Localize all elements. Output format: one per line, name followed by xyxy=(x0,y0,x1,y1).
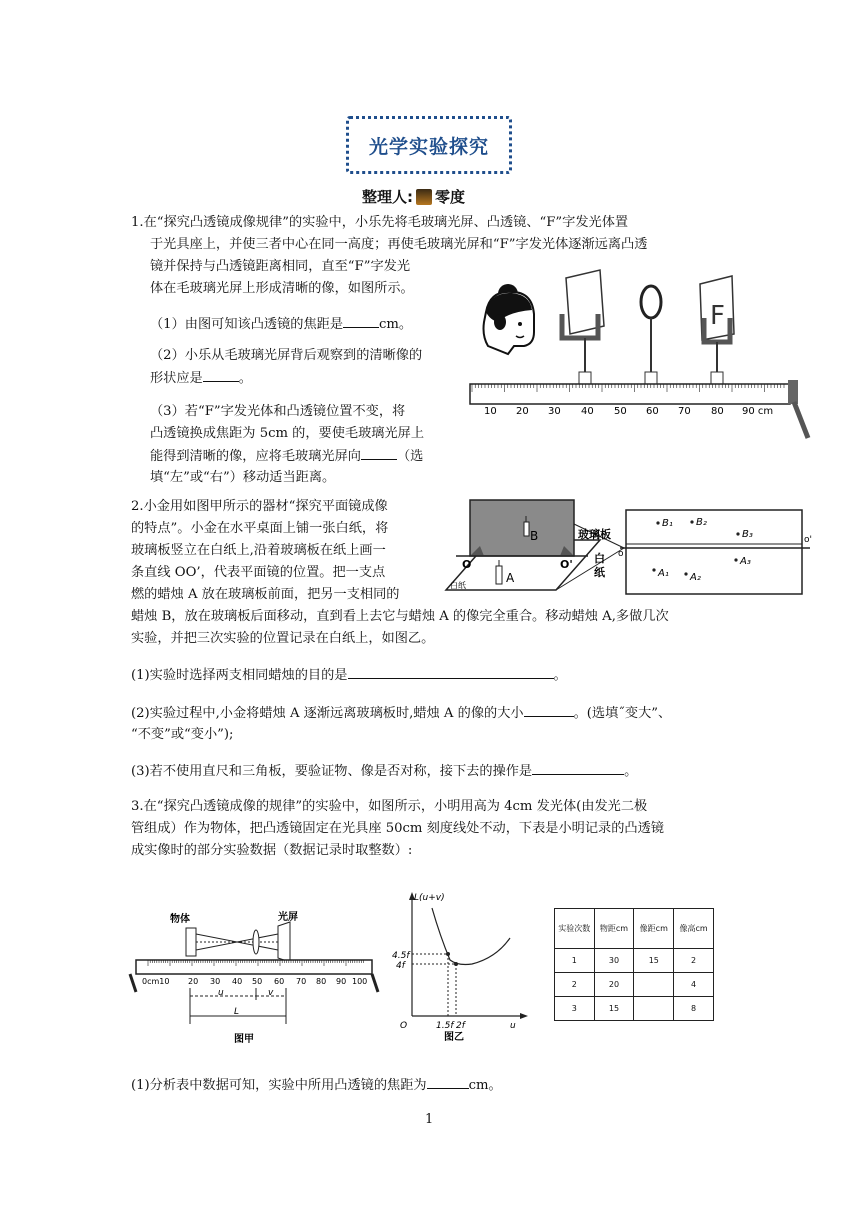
table-cell[interactable] xyxy=(634,973,674,997)
table-header: 像高cm xyxy=(674,909,714,949)
candle-a xyxy=(496,566,502,584)
l-label: L xyxy=(234,1007,240,1017)
ruler-label: 80 xyxy=(711,406,724,417)
answer-blank[interactable] xyxy=(348,664,554,679)
candle-a-label: A xyxy=(506,571,515,585)
tick-label: 20 xyxy=(188,977,199,986)
x-tick-label: 1.5f xyxy=(436,1021,454,1031)
q1-sub2b: 形状应是 。 xyxy=(150,367,252,390)
table-header: 物距cm xyxy=(594,909,634,949)
q2-sub3: (3)若不使用直尺和三角板，要验证物、像是否对称，接下去的操作是 。 xyxy=(131,760,637,783)
y-axis-label: L(u+v) xyxy=(414,893,445,903)
o-label: O xyxy=(462,558,472,571)
table-header: 像距cm xyxy=(634,909,674,949)
tick-label: 60 xyxy=(274,977,285,986)
table-cell: 8 xyxy=(674,997,714,1021)
ruler-label: 10 xyxy=(484,406,497,417)
ruler-label: 20 xyxy=(516,406,529,417)
figure-yi xyxy=(392,888,532,1042)
answer-blank[interactable] xyxy=(343,313,379,328)
answer-blank[interactable] xyxy=(532,760,624,775)
screen-label: 光屏 xyxy=(278,912,298,923)
q2-sub2: (2)实验过程中,小金将蜡烛 A 逐渐远离玻璃板时,蜡烛 A 的像的大小 。(选填˝变大”、 xyxy=(131,702,671,725)
table-row xyxy=(555,949,714,973)
q3-line3: 成实像时的部分实验数据（数据记录时取整数）: xyxy=(131,843,413,858)
q1-line4: 体在毛玻璃光屏上形成清晰的像，如图所示。 xyxy=(150,281,414,296)
tick-label: 90 xyxy=(336,977,347,986)
paper2-label: 纸 xyxy=(594,566,605,579)
table-cell: 4 xyxy=(674,973,714,997)
tick-label: 100 xyxy=(352,977,368,986)
white-label: 白 xyxy=(594,552,605,565)
tick-label: 80 xyxy=(316,977,327,986)
ruler-label: 60 xyxy=(646,406,659,417)
table-row xyxy=(555,973,714,997)
avatar-icon xyxy=(416,189,432,205)
q1-line3: 镜并保持与凸透镜距离相同，直至“F”字发光 xyxy=(150,259,411,274)
object-label: 物体 xyxy=(170,914,190,925)
tick-label: 50 xyxy=(252,977,263,986)
title-box xyxy=(346,116,512,174)
tick-label: 0cm10 xyxy=(142,977,170,986)
y-tick-label: 4f xyxy=(396,961,405,971)
q1-sub3c: 能得到清晰的像，应将毛玻璃光屏向 （选 xyxy=(150,445,423,468)
x-axis-label: u xyxy=(510,1021,516,1031)
b1-label: B₁ xyxy=(662,518,673,529)
q2-line7: 实验，并把三次实验的位置记录在白纸上，如图乙。 xyxy=(131,631,435,646)
tick-label: 70 xyxy=(296,977,307,986)
q3-line1: 3.在“探究凸透镜成像的规律”的实验中，如图所示，小明用高为 4cm 发光体(由发光二极 xyxy=(131,799,648,814)
table-cell: 20 xyxy=(594,973,634,997)
answer-blank[interactable] xyxy=(361,445,397,460)
author-name: 零度 xyxy=(435,188,466,206)
o-prime-label: O' xyxy=(560,558,573,571)
table-cell: 30 xyxy=(594,949,634,973)
table-header: 实验次数 xyxy=(555,909,595,949)
svg-text:F: F xyxy=(710,301,725,331)
q2-line2: 的特点”。小金在水平桌面上铺一张白纸，将 xyxy=(131,521,389,536)
author-label: 整理人: xyxy=(362,188,413,206)
q1-sub1: （1）由图可知该凸透镜的焦距是 cm。 xyxy=(150,313,412,336)
paper-label: 白纸 xyxy=(450,581,466,590)
glass-label: 玻璃板 xyxy=(578,528,611,541)
q1-line1: 1.在“探究凸透镜成像规律”的实验中，小乐先将毛玻璃光屏、凸透镜、“F”字发光体置 xyxy=(131,215,629,230)
table-cell: 2 xyxy=(555,973,595,997)
table-row xyxy=(555,997,714,1021)
tick-label: 30 xyxy=(210,977,221,986)
table-cell: 2 xyxy=(674,949,714,973)
origin-label: O xyxy=(400,1021,408,1031)
page-number: 1 xyxy=(425,1112,434,1127)
ruler-label: 40 xyxy=(581,406,594,417)
optical-bench-figure xyxy=(468,262,820,442)
o-small-label: o xyxy=(618,549,624,559)
v-label: v xyxy=(268,988,274,998)
answer-blank[interactable] xyxy=(203,367,239,382)
observer-head-icon xyxy=(484,284,535,354)
page-title: 光学实验探究 xyxy=(368,135,489,158)
figure-jia xyxy=(128,908,380,1048)
table-cell: 3 xyxy=(555,997,595,1021)
answer-blank[interactable] xyxy=(524,702,574,717)
ruler-label: 50 xyxy=(614,406,627,417)
q1-line2: 于光具座上，并使三者中心在同一高度；再使毛玻璃光屏和“F”字发光体逐渐远离凸透 xyxy=(150,237,648,252)
q1-sub3a: （3）若“F”字发光体和凸透镜位置不变，将 xyxy=(150,404,406,419)
convex-lens-icon xyxy=(641,286,661,384)
figure-caption: 图乙 xyxy=(444,1032,464,1042)
q2-sub1: (1)实验时选择两支相同蜡烛的目的是 。 xyxy=(131,664,567,687)
q2-line5: 燃的蜡烛 A 放在玻璃板前面，把另一支相同的 xyxy=(131,587,400,602)
b2-label: B₂ xyxy=(696,517,707,528)
plane-mirror-figure xyxy=(438,496,818,598)
a3-label: A₃ xyxy=(740,556,751,567)
answer-blank[interactable] xyxy=(427,1074,469,1089)
x-tick-label: 2f xyxy=(456,1021,465,1031)
q2-line4: 条直线 OO’，代表平面镜的位置。把一支点 xyxy=(131,565,386,580)
ruler-label: 30 xyxy=(548,406,561,417)
ruler-label: 90 cm xyxy=(742,406,774,417)
a2-label: A₂ xyxy=(690,572,701,583)
q2-line1: 2.小金用如图甲所示的器材“探究平面镜成像 xyxy=(131,499,388,514)
b3-label: B₃ xyxy=(742,529,753,540)
o-prime-small-label: o' xyxy=(804,535,812,545)
a1-label: A₁ xyxy=(658,568,669,579)
ruler-label: 70 xyxy=(678,406,691,417)
q2-line3: 玻璃板竖立在白纸上,沿着玻璃板在纸上画一 xyxy=(131,543,386,558)
q1-sub3b: 凸透镜换成焦距为 5cm 的，要使毛玻璃光屏上 xyxy=(150,426,425,441)
candle-b-label: B xyxy=(530,529,539,543)
q1-sub3d: 填“左”或“右”）移动适当距离。 xyxy=(150,470,336,485)
f-light-source-icon xyxy=(700,276,734,384)
table-cell: 1 xyxy=(555,949,595,973)
figure-caption: 图甲 xyxy=(234,1034,254,1045)
tick-label: 40 xyxy=(232,977,243,986)
q2-line6: 蜡烛 B，放在玻璃板后面移动，直到看上去它与蜡烛 A 的像完全重合。移动蜡烛 A,多做几次 xyxy=(131,609,669,624)
frosted-screen-icon xyxy=(562,270,604,384)
q3-line2: 管组成）作为物体，把凸透镜固定在光具座 50cm 刻度线处不动，下表是小明记录的凸透镜 xyxy=(131,821,664,836)
glass-plate xyxy=(470,500,574,556)
y-tick-label: 4.5f xyxy=(392,951,410,961)
table-cell: 15 xyxy=(594,997,634,1021)
q3-sub1: (1)分析表中数据可知，实验中所用凸透镜的焦距为 cm。 xyxy=(131,1074,502,1097)
data-table xyxy=(554,908,714,1021)
q1-sub2a: （2）小乐从毛玻璃光屏背后观察到的清晰像的 xyxy=(150,348,423,363)
u-label: u xyxy=(218,988,224,998)
q2-sub2b: “不变”或“变小”); xyxy=(131,727,234,742)
author-line xyxy=(362,186,465,207)
table-cell[interactable] xyxy=(634,997,674,1021)
table-cell: 15 xyxy=(634,949,674,973)
